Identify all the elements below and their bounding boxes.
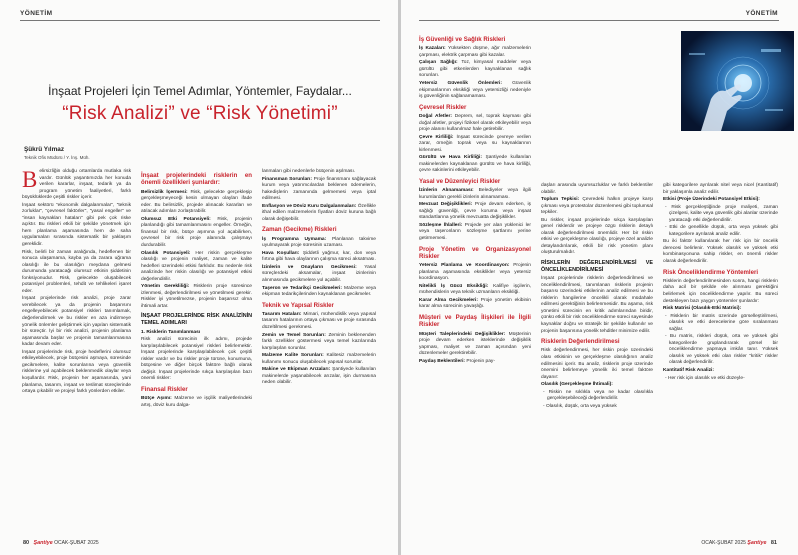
- term-label: Gürültü ve Hava Kirliliği:: [419, 155, 482, 161]
- paragraph: lanmaları gibi nedenlerle bütçenin aşılması.: [262, 169, 356, 174]
- section-heading: Proje Yönetim ve Organizasyonel Riskler: [419, 245, 531, 260]
- step-heading: 1. Risklerin Tanımlanması: [141, 329, 201, 335]
- term-label: Toplum Tepkisi:: [541, 197, 580, 203]
- paragraph: elirsizliğin olduğu ortamlarda mutlaka risk vardır. Günlük yaşantımızda her konuda verilen kararlar, inşaat, tedarik ya da program yönetim faaliyetleri, farklı büyüklüklerde çeşitli riskler içerir.: [22, 169, 131, 201]
- section-heading: Zaman (Gecikme) Riskleri: [262, 226, 337, 234]
- term-label: Enflasyon ve Döviz Kuru Dalgalanmaları:: [262, 203, 357, 209]
- paragraph: Müşterinin proje devam ederken isteklerinde değişiklik yapması, maliyet ve zaman açısından yeni düzenlemeler gerektirebilir.: [419, 331, 531, 357]
- top-rule-left: [20, 20, 380, 21]
- hud-bar: [761, 49, 781, 52]
- term-label: Bütçe Aşımı:: [141, 396, 172, 402]
- paragraph: Bu iki faktör kullanılarak her risk için bir öncelik derecesi belirlenir. Yüksek olasılık ve yüksek etki kombinasyonuna sahip riskler, en önemli riskler olarak değerlendirilir.: [663, 239, 778, 265]
- paragraph: daşları arasında uyumsuzluklar ve farklı beklentiler olabilir.: [541, 183, 653, 195]
- term-label: Nitelikli İş Gücü Eksikliği:: [419, 283, 489, 289]
- paragraph: gibi kategorilere ayrılarak nitel veya nicel (Kantitatif) bir yaklaşımla analiz edilir.: [663, 183, 778, 195]
- term-label: Tasarım Hataları:: [262, 311, 302, 317]
- drop-cap: B: [22, 167, 38, 192]
- left-column-2: [141, 169, 252, 410]
- paragraph: Risk, belirli bir zaman aralığında, hedeflenen bir sonuca ulaşamama, kayba ya da zarara uğrama olasılığı ile bu olasılığın meydana gelmesi durumunda yaratacağı olumsuz etkinin şiddetinin fonksiyonudur. Risk, gelecekte oluşabilecek potansiyel problemleri, tehdit ve tehlikeleri işaret eder.: [22, 249, 131, 294]
- section-heading: Risk Önceliklendirme Yöntemleri: [663, 268, 759, 276]
- left-column-3: [262, 169, 376, 388]
- bullet-item: - Etki de genellikle düşük, orta veya yüksek gibi kategorilere ayrılarak analiz edilir.: [665, 225, 778, 237]
- term-label: Etkisi (Proje Üzerindeki Potansiyel Etkisi):: [663, 197, 760, 203]
- paragraph: İnşaat projelerinde risk analizi, proje zarar verebilecek ya da projenin başarısını engelleyebilecek potansiyel riskleri tanımlamak, değerlendirmek ve bu riskler en aza indirmeye yönelik önlemler geliştirmek için yapılan sistematik bir süreçtir. İyi bir risk analizi, projenin planlama aşamasında başlar ve projenin tamamlanmasına kadar devam eder.: [22, 296, 131, 348]
- brand-name: Şantiye: [33, 540, 53, 546]
- paragraph: İnşaat projelerinde risk, proje hedeflerini olumsuz etkileyebilecek, proje bütçesini aşmaya, süresinde gecikmelere, kalite sorunlarına veya güvenlik risklerine yol açabilecek beklenmedik olaylar veya koşullardır. Risk, projenin her aşamasında, yani planlama, tasarım, inşaat ve teslimat süreçlerinde ortaya çıkabilir ve projeyi farklı yönlerden etkiler.: [22, 349, 131, 395]
- term-label: İzinlerin ve Onayların Gecikmesi:: [262, 264, 357, 270]
- term-label: Doğal Afetler:: [419, 113, 452, 119]
- section-heading: Finansal Riskler: [141, 386, 188, 393]
- section-heading: Yasal ve Düzenleyici Riskler: [419, 177, 501, 185]
- paragraph: Deprem, sel, toprak kayması gibi doğal afetler, projeyi fiziksel olarak etkileyebilir veya proje alanını kullanılmaz hale getirebilir.: [419, 113, 531, 133]
- term-label: Olasılık (Gerçekleşme İhtimali):: [541, 382, 613, 388]
- section-heading: Teknik ve Yapısal Riskler: [262, 301, 334, 309]
- bullet-item: - Risk gerçekleştiğinde proje maliyeti, zaman çizelgesi, kalite veya güvenlik gibi alanlar üzerinde yaratacağı etki değerlendirilir.: [665, 204, 778, 223]
- paragraph: Proje devam ederken, iş sağlığı güvenliği, çevre koruma veya inşaat standartlarına yönelik mevzuatta değişiklikler.: [419, 202, 531, 221]
- paragraph: İnşaat sürecinde çevreye verilen zarar, örneğin toprak veya su kaynaklarının kirlenmesi.: [419, 134, 531, 153]
- term-label: Çevre Kirliliği:: [419, 134, 454, 140]
- term-label: Makine ve Ekipman Arızaları:: [262, 367, 331, 373]
- paragraph: Proje yönetim ekibinin karar alma sürecinin yavaşlığı.: [419, 297, 531, 310]
- paragraph: Yasal süreçlerdeki aksamalar, inşaat izinlerinin alınmasında gecikmelere yol açabilir.: [262, 264, 376, 283]
- paragraph: Güvenlik ekipmanlarının eksikliği veya yetersizliği nedeniyle iş güvenliğinin sağlanamaması.: [419, 81, 531, 100]
- right-column-3: [663, 183, 778, 383]
- bullet-item: - Her risk için olasılık ve etki düzeyle-: [665, 375, 745, 381]
- section-heading: İnşaat projelerindeki risklerin en önemli özellikleri şunlardır:: [141, 172, 252, 187]
- section-tag-left: YÖNETİM: [20, 10, 53, 17]
- term-label: Risk Matrisi (Olasılık-Etki Matrisi):: [663, 306, 742, 312]
- term-label: Çalışan Sağlığı:: [419, 60, 458, 66]
- section-heading: İş Güvenliği ve Sağlık Riskleri: [419, 36, 506, 43]
- paragraph: Projenin planlama aşamasında eksiklikler veya yetersiz koordinasyon.: [419, 263, 531, 282]
- paragraph: Toz, kimyasal maddeler veya gürültü gibi etkenlerden kaynaklanan sağlık sorunları.: [419, 60, 531, 79]
- paragraph: Şiddetli yağmur, kar, don veya fırtına gibi hava olaylarının çalışma süreci aksatması.: [262, 250, 376, 263]
- paragraph: Şantiyede kullanılan makinelerde yaşanabilecek arızalar, işin durmasına neden olabilir.: [262, 367, 376, 386]
- article-kicker: İnşaat Projeleri İçin Temel Adımlar, Yöntemler, Faydalar...: [48, 84, 352, 98]
- section-heading: İNŞAAT PROJELERİNDE RİSK ANALİZİNİN TEMEL ADIMLARI: [141, 313, 252, 327]
- term-label: Olasılık Potansiyeli:: [141, 250, 191, 256]
- bullet-item: - Bu matris, riskleri düşük, orta ve yüksek gibi kategorilerde gruplandırarak görsel bir önceliklendirme yapmaya imkân tanır. Yüksek olasılık ve yüksek etki olan riskler “kritik” riskler olarak değerlendirilir.: [665, 334, 778, 366]
- paragraph: Risk, gelecekte gerçekleşip gerçekleşmeyeceği kesin olmayan olayları ifade eder. Bu belirsizlik, projede alınacak kararları ve atılacak adımları zorlaştırabilir.: [141, 189, 252, 215]
- paragraph: Kalitesiz malzemelerin kullanımı sonucu oluşabilecek yapısal sorunlar.: [262, 353, 376, 365]
- footer-right: [701, 540, 780, 546]
- term-label: Olumsuz Etki Potansiyeli:: [141, 216, 211, 222]
- term-label: İş Kazaları:: [419, 46, 446, 52]
- hud-bar: [689, 53, 705, 55]
- paragraph: İnşaat sektörü “ekonomik dalgalanmalar”, “teknik zorluklar”, “çevresel faktörler”, “yasal engeller” ve “insan kaynakları hataları” gibi pek çok riske açıktır. Bu riskleri etkili bir şekilde yönetmek için hem planlama aşamasında hem de saha uygulamaları sırasında sistematik bir yaklaşım gereklidir.: [22, 202, 131, 248]
- paragraph: Mimari, mühendislik veya yapısal tasarım hatalarının ortaya çıkması ve proje sırasında düzeltilmesi gerekmesi.: [262, 311, 376, 330]
- paragraph: Belediyeler veya ilgili kurumlardan gerekli izinlerin alınamaması.: [419, 188, 531, 200]
- term-label: Malzeme Kalite Sorunları:: [262, 353, 324, 359]
- term-label: Belirsizlik İçermesi:: [141, 189, 188, 195]
- issue-date: OCAK-ŞUBAT 2025: [701, 540, 746, 546]
- footer-left: [20, 540, 99, 546]
- paragraph: Bu riskler, inşaat projelerinde sıkça karşılaşılan genel risklerdir ve projeye özgü risklerin detaylı olarak değerlendirilmesi önemlidir. Her bir riskin etkisi ve gerçekleşme olasılığı, projeye özel analizle detaylandırılarak, etkili bir risk yönetim planı oluşturulmalıdır.: [541, 217, 653, 256]
- ai-hand-photo: [681, 31, 794, 131]
- paragraph: Risk analizi sürecinin ilk adımı, projede karşılaşılabilecek potansiyel riskleri belirlemektir. İnşaat projelerinde karşılaşılabilecek çok çeşitli riskler vardır ve bu riskler proje türüne, konumuna, bütçesine ve diğer birçok faktöre bağlı olarak değişir. İnşaat projelerinde sıkça karşılaşılan bazı önemli riskler:: [141, 337, 252, 382]
- bullet-item: - Risklerin bir matris üzerinde görselleştirilmesi, olasılık ve etki derecelerine göre sıralanması sağlar.: [665, 313, 778, 332]
- paragraph: Malzeme ve işçilik maliyetlerindeki artış, döviz kuru dalga-: [141, 396, 252, 408]
- paragraph: Planlanan takvime uyulmayarak proje süresinin uzaması.: [262, 236, 376, 249]
- page-number: 81: [770, 540, 777, 546]
- top-rule-right: [419, 20, 779, 21]
- article-title: “Risk Analizi” ve “Risk Yönetimi”: [62, 103, 338, 124]
- paragraph: Risk değerlendirmesi, her riskin proje üzerindeki olası etkisinin ve gerçekleşme olasılığının analiz edilmesini içerir. Bu analiz, risklerin proje üzerinde önemini belirlemeye yönelik iki temel faktöre dayanır:: [541, 348, 653, 380]
- right-column-1: [419, 33, 531, 366]
- term-label: Mevzuat Değişiklikleri:: [419, 202, 473, 208]
- brand-name: Şantiye: [747, 540, 767, 546]
- paragraph: Malzeme veya ekipman tedarikçilerinden kaynaklanan gecikmeler.: [262, 285, 376, 298]
- paragraph: Zeminin beklenenden farklı özellikler göstermesi veya temel kazılarında karşılaşılan sorunlar.: [262, 332, 376, 351]
- paragraph: Kalifiye işçilerin, mühendislerin veya teknik uzmanların eksikliği.: [419, 283, 531, 296]
- left-page: [0, 0, 398, 555]
- section-tag-right: YÖNETİM: [745, 10, 778, 17]
- page-number: 80: [23, 540, 30, 546]
- section-heading: Müşteri ve Paydaş İlişkileri ile İlgili Riskler: [419, 313, 531, 329]
- paragraph: Her riskin gerçekleşme olasılığı ve projenin maliyet, zaman ve kalite hedefleri üzerindeki etkisi farklıdır. Bu nedenle risk analizinde her riskin olasılığı ve potansiyel etkisi değerlendirilir.: [141, 250, 252, 282]
- author-name: Şükrü Yılmaz: [24, 146, 65, 153]
- paragraph: Risk, projenin planlandığı gibi tamamlanmasını engeller. Örneğin, finansal bir risk, bütçe aşımına yol açabilirken, çevresel bir risk proje alanında çalışmayı durdurabilir.: [141, 216, 252, 248]
- paragraph: Özellikle ithal edilen malzemelerin fiyatları döviz kuruna bağlı olarak değişebilir.: [262, 203, 376, 222]
- bullet-item: - Olasılık, düşük, orta veya yüksek: [543, 403, 617, 409]
- paragraph: Proje finansmanı sağlayacak kurum veya yatırımcılardan beklenen ödemelerin, hakedişlerin zamanında gelmemesi veya iptal edilmesi.: [262, 176, 376, 202]
- term-label: Paydaş Beklentileri:: [419, 358, 466, 364]
- term-label: Kantitatif Risk Analizi:: [663, 367, 714, 373]
- term-label: İzinlerin Alınamaması:: [419, 188, 474, 194]
- left-column-1: [22, 169, 131, 397]
- paragraph: Risklerin değerlendirilmesinden sonra, hangi risklerin daha acil bir şekilde ele alınması gerektiğini belirlemek için önceliklendirme yapılır. Bu süreci destekleyen bazı yaygın yöntemler şunlardır:: [663, 278, 778, 304]
- paragraph: İnşaat projelerinde risklerin değerlendirilmesi ve önceliklendirilmesi, tanımlanan risklerin projenin başarısı üzerindeki etkilerinin analiz edilmesi ve bu risklerin hangilerine öncelikli olarak müdahale edilmesi gerektiğinin belirlenmesidir. Bu aşama, risk yönetimi sürecinin en kritik adımlarından biridir, çünkü etkili bir risk önceliklendirme süreci sayesinde kaynaklar doğru ve stratejik bir şekilde kullanılır ve projenin başarısına yönelik tehditler minimize edilir.: [541, 276, 653, 334]
- paragraph: Yüksekten düşme, ağır malzemelerin çarpması, elektrik çarpması gibi kazalar.: [419, 46, 531, 58]
- section-heading: Çevresel Riskler: [419, 103, 467, 111]
- term-label: Finansman Sorunları:: [262, 176, 313, 182]
- term-label: Zemin ve Temel Sorunları:: [262, 332, 326, 338]
- term-label: İş Programına Uymama:: [262, 236, 327, 242]
- term-label: Yetersiz Güvenlik Önlemleri:: [419, 81, 502, 87]
- paragraph: Çevredeki halkın projeye karşı çıkması veya protestolar düzenlemesi gibi toplumsal tepkiler.: [541, 197, 653, 216]
- term-label: Sözleşme İhlalleri:: [419, 222, 463, 228]
- section-heading: RİSKLERİN DEĞERLENDİRİLMESİ VE ÖNCELİKLENDİRİLMESİ: [541, 260, 653, 273]
- term-label: Karar Alma Gecikmeleri:: [419, 297, 478, 303]
- paragraph: Şantiyede kullanılan makinelerden kaynaklanan gürültü ve hava kirliliği, çevre sakinlerini etkileyebilir.: [419, 155, 531, 174]
- right-column-2: [541, 183, 653, 411]
- term-label: Müşteri Taleplerindeki Değişiklikler:: [419, 331, 506, 337]
- hud-bar: [765, 109, 783, 111]
- term-label: Hava Koşulları:: [262, 250, 300, 256]
- author-role: Teknik Ofis Müdürü / Y. İnş. Müh.: [24, 155, 90, 160]
- section-heading: Risklerin Değerlendirilmesi: [541, 338, 620, 346]
- paragraph: Risklerin proje süresince izlenmesi, değerlendirilmesi ve yönetilmesi gerekir. Riskler iyi yönetilmezse, projenin başarısız olma ihtimali artar.: [141, 284, 252, 309]
- right-page: [401, 0, 798, 555]
- term-label: Taşeron ve Tedarikçi Gecikmeleri:: [262, 285, 342, 291]
- term-label: Yetersiz Planlama ve Koordinasyon:: [419, 263, 510, 269]
- paragraph: Projede yer alan yüklenici ler veya taşeronların sözleşme şartlarını yerine getirmemesi.: [419, 222, 531, 242]
- issue-date: OCAK-ŞUBAT 2025: [54, 540, 99, 546]
- ai-hand-illustration: [681, 31, 794, 131]
- term-label: Yönetim Gerekliliği:: [141, 284, 190, 290]
- bullet-item: - Riskin ne sıklıkla veya ne kadar olasılıkla gerçekleşebileceği değerlendirilir.: [543, 389, 653, 402]
- paragraph: Projenin pay-: [466, 358, 495, 364]
